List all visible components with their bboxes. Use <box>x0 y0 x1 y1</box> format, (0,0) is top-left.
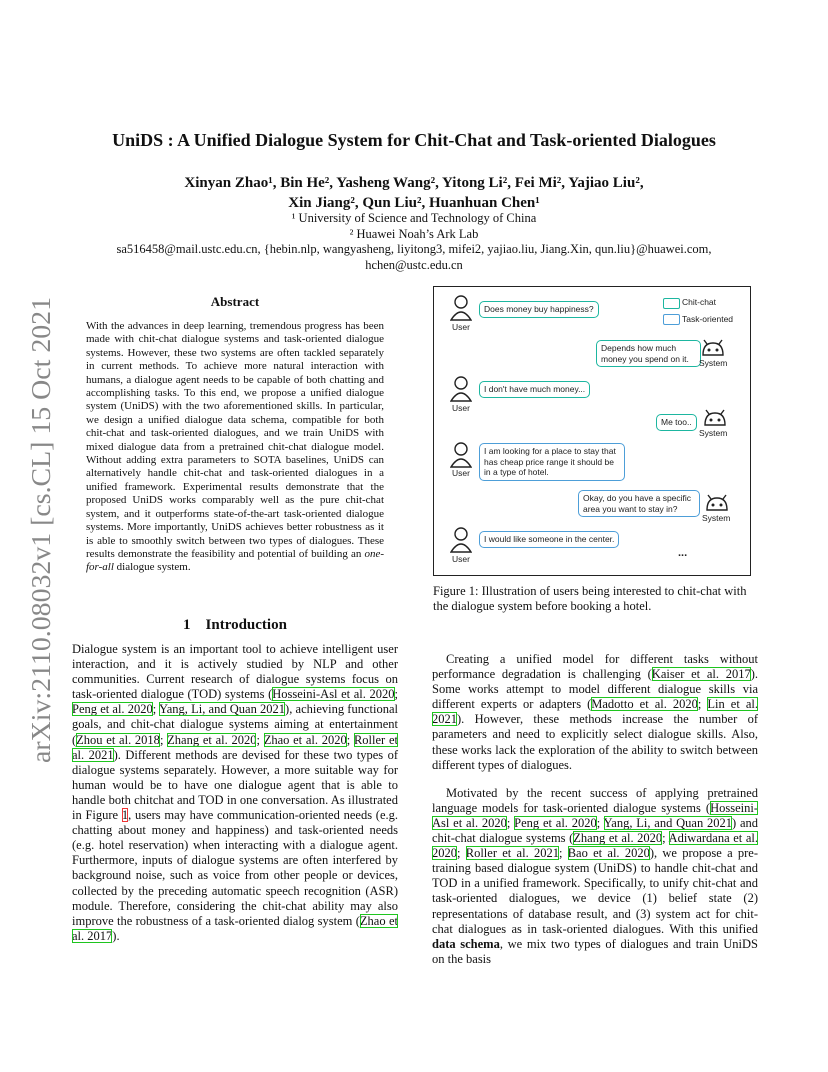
affiliations <box>60 211 768 273</box>
user-icon <box>450 295 472 321</box>
body-text: ). However, these methods increase the number of parameters and need to explicitly select dialogue skills. Also, these works lack the exploration of the ability to switch between different types of dialogues. <box>432 712 758 772</box>
user-icon <box>450 527 472 553</box>
system-message-task-oriented: Okay, do you have a specific area you want to stay in? <box>578 490 700 517</box>
figure-1 <box>433 286 751 576</box>
body-text: Creating a unified model for different tasks without performance degradation is challenging ( <box>432 652 758 682</box>
legend-task-oriented-swatch <box>663 314 680 325</box>
citation-link[interactable]: Peng et al. 2020 <box>72 702 153 717</box>
abstract-body <box>86 320 384 575</box>
system-message-chit-chat: Me too.. <box>656 414 697 431</box>
citation-link[interactable]: Hosseini-Asl et al. 2020 <box>272 687 395 702</box>
section-heading <box>72 617 398 634</box>
body-text: ) and chit-chat dialogue systems ( <box>432 815 758 846</box>
citation-link[interactable]: Yang, Li, and Quan 2021 <box>603 815 732 830</box>
section-number: 1 <box>183 617 191 633</box>
affiliation-1: ¹ University of Science and Technology of China <box>291 211 537 225</box>
citation-link[interactable]: Zhang et al. 2020 <box>573 831 663 846</box>
citation-link[interactable]: Zhao et al. 2017 <box>72 913 398 943</box>
intro-paragraph <box>72 642 398 944</box>
intro-text: ; <box>159 732 168 747</box>
bold-term: data schema <box>432 936 500 951</box>
legend-chit-chat-label: Chit-chat <box>682 297 717 307</box>
intro-text: , users may have communication-oriented needs (e.g. chatting about money and happiness) and task-oriented needs (e.g. hotel reservation) when interacting with a dialogue agent. Furthermore, inputs of dialogue systems are often interfered by background noise, such as voice from other people or devices, collected by the preceding automatic speech recognition (ASR) module. Therefore, considering the chit-chat ability may also improve the robustness of a task-oriented dialog system ( <box>72 808 399 928</box>
author-list <box>90 173 738 213</box>
abstract-heading: Abstract <box>210 294 260 309</box>
body-text: ; <box>697 697 708 712</box>
abstract-emphasis: one-for-all <box>86 547 384 574</box>
intro-text: ). Different methods are devised for these two types of dialogue systems separately. However, a more suitable way for human would be to have one dialogue agent that is able to handle both chitchat and TOD in one conversation. As illustrated in Figure <box>72 747 398 823</box>
continuation-ellipsis: ... <box>678 547 688 559</box>
user-message-task-oriented: I would like someone in the center. <box>479 531 619 548</box>
intro-text: ; <box>152 702 159 717</box>
citation-link[interactable]: Roller et al. 2021 <box>72 732 398 762</box>
system-label: System <box>699 428 728 438</box>
robot-icon <box>700 339 726 357</box>
user-message-chit-chat: Does money buy happiness? <box>479 301 599 318</box>
body-text: Motivated by the recent success of applying pretrained language models for task-oriented dialogue systems ( <box>432 785 758 815</box>
figure-caption: Figure 1: Illustration of users being interested to chit-chat with the dialogue system before booking a hotel. <box>433 584 747 614</box>
affiliation-2: ² Huawei Noah’s Ark Lab <box>349 226 479 241</box>
intro-text: ; <box>346 732 354 747</box>
right-column-text <box>432 652 758 967</box>
citation-link[interactable]: Lin et al. 2021 <box>432 697 758 727</box>
section-title: Introduction <box>205 617 287 633</box>
system-message-chit-chat: Depends how much money you spend on it. <box>596 340 701 367</box>
intro-text: ), achieving functional goals, and chit-chat dialogue systems aiming at entertainment ( <box>72 702 398 747</box>
legend-chit-chat-swatch <box>663 298 680 309</box>
body-text: ; <box>596 815 604 830</box>
paragraph <box>432 786 758 967</box>
citation-link[interactable]: Peng et al. 2020 <box>514 815 597 830</box>
authors-line-2: Xin Jiang², Qun Liu², Huanhuan Chen¹ <box>288 195 540 211</box>
abstract-text: With the advances in deep learning, tremendous progress has been made with chit-chat dialogue systems and task-oriented dialogue systems. However, these two systems are often tackled separately in current methods. To achieve more natural interaction with humans, a dialogue agent needs to be capable of both chatting and accomplishing tasks. To this end, we propose a unified dialogue system (UniDS) with the two aforementioned skills. In particular, we design a unified dialogue data schema, compatible for both chit-chat and task-oriented dialogues, and we train UniDS with mixed dialogue data from a pretrained chit-chat dialogue model. Without adding extra parameters to SOTA baselines, UniDS can alternatively handle chit-chat and task-oriented dialogues in a unified framework. Experimental results demonstrate that the proposed UniDS works comparably well as the pure chit-chat system, and it outperforms state-of-the-art task-oriented dialogue systems. More importantly, UniDS achieves better robustness as it is able to smoothly switch between two types of dialogues. These results demonstrate the feasibility and potential of building an <box>86 320 384 560</box>
emails-line-2: hchen@ustc.edu.cn <box>365 257 463 272</box>
citation-link[interactable]: Yang, Li, and Quan 2021 <box>158 702 286 717</box>
user-icon <box>450 376 472 402</box>
arxiv-id-text: arXiv:2110.08032v1 [cs.CL] 15 Oct 2021 <box>26 311 56 763</box>
user-message-task-oriented: I am looking for a place to stay that has cheap price range it should be in a type of hotel. <box>479 443 625 481</box>
user-label: User <box>452 468 470 478</box>
citation-link[interactable]: Roller et al. 2021 <box>465 846 559 861</box>
body-text: ). Some works attempt to model different dialogue skills via different experts or adapters ( <box>432 667 759 712</box>
body-text: ), we propose a pre-training based dialogue system (UniDS) to handle chit-chat and TOD in a unified framework. Specifically, to unify chit-chat and task-oriented dialogues, we device (1) belief state (2) representations of database result, and (3) system act for chit-chat dialogues as in task-oriented dialogues. With this unified <box>432 846 758 936</box>
body-text: ; <box>558 846 568 861</box>
intro-text: ). <box>112 928 120 943</box>
robot-icon <box>704 494 730 512</box>
intro-text: ; <box>394 687 398 702</box>
citation-link[interactable]: Kaiser et al. 2017 <box>651 667 751 682</box>
body-text: , we mix two types of dialogues and train UniDS on the basis <box>432 936 758 966</box>
paragraph <box>432 652 758 773</box>
system-label: System <box>699 358 728 368</box>
user-label: User <box>452 554 470 564</box>
abstract-text-end: dialogue system. <box>116 561 191 574</box>
citation-link[interactable]: Zhao et al. 2020 <box>263 732 347 747</box>
robot-icon <box>702 409 728 427</box>
body-text: ; <box>662 831 669 846</box>
citation-link[interactable]: Bao et al. 2020 <box>567 846 650 861</box>
paper-title: UniDS : A Unified Dialogue System for Chit-Chat and Task-oriented Dialogues <box>112 130 716 150</box>
intro-text: Dialogue system is an important tool to achieve intelligent user interaction, and it is actively studied by NLP and other communities. Current research of dialogue systems focus on task-oriented dialogue (TOD) systems ( <box>72 642 398 702</box>
authors-line-1: Xinyan Zhao¹, Bin He², Yasheng Wang², Yitong Li², Fei Mi², Yajiao Liu², <box>184 175 644 191</box>
citation-link[interactable]: Zhou et al. 2018 <box>76 732 160 747</box>
user-label: User <box>452 403 470 413</box>
citation-link[interactable]: Hosseini-Asl et al. 2020 <box>432 800 758 830</box>
system-label: System <box>702 513 731 523</box>
citation-link[interactable]: Madotto et al. 2020 <box>591 697 698 712</box>
citation-link[interactable]: Zhang et al. 2020 <box>167 732 257 747</box>
emails-line-1: sa516458@mail.ustc.edu.cn, {hebin.nlp, wangyasheng, liyitong3, mifei2, yajiao.liu, Jiang.Xin, qun.liu}@huawei.com, <box>116 242 712 256</box>
body-text: ; <box>457 846 466 861</box>
intro-text: ; <box>256 732 264 747</box>
arxiv-identifier <box>14 295 60 765</box>
user-icon <box>450 442 472 468</box>
user-label: User <box>452 322 470 332</box>
body-text: ; <box>506 815 515 830</box>
citation-link[interactable]: Adiwardana et al. 2020 <box>432 831 758 861</box>
legend-task-oriented-label: Task-oriented <box>682 314 734 324</box>
user-message-chit-chat: I don't have much money... <box>479 381 590 398</box>
figure-reference-link[interactable]: 1 <box>121 808 129 823</box>
